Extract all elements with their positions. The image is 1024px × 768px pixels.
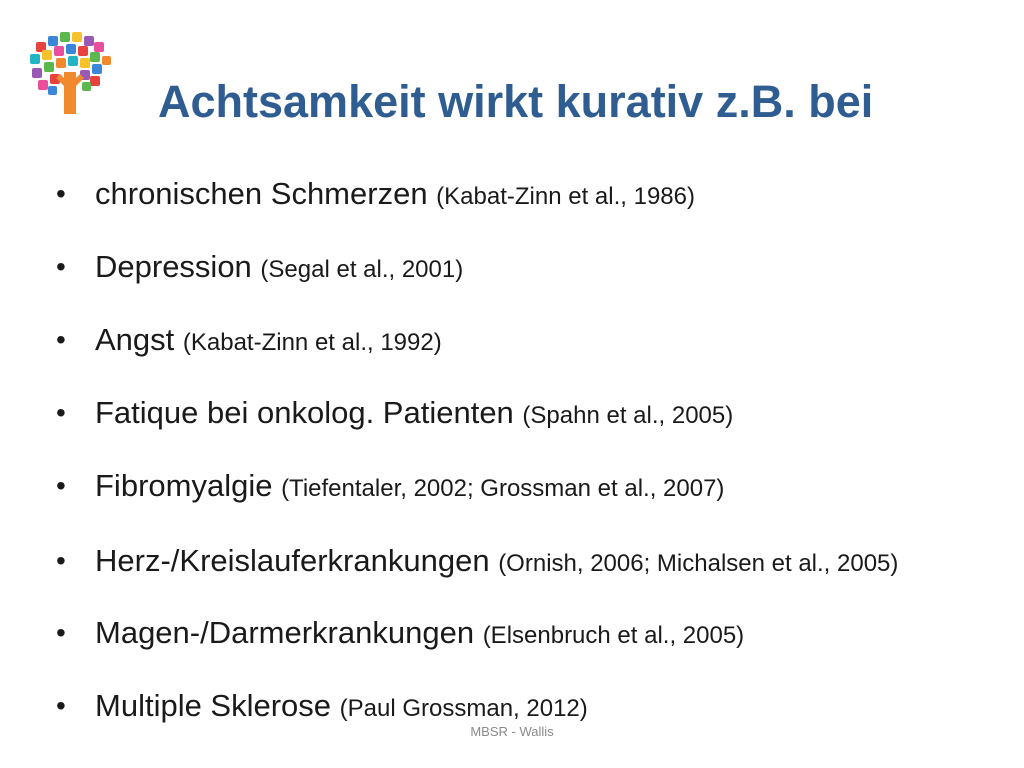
bullet-main-text: Multiple Sklerose [95, 688, 340, 723]
list-item [56, 464, 976, 513]
bullet-dot: • [56, 617, 66, 648]
slide-footer: MBSR - Wallis [470, 724, 554, 739]
bullet-dot: • [56, 324, 66, 355]
colorful-tree-logo-icon [24, 28, 116, 118]
bullet-citation: (Ornish, 2006; Michalsen et al., 2005) [498, 550, 899, 577]
bullet-main-text: Angst [95, 322, 183, 357]
bullet-main-text: Magen-/Darmerkrankungen [95, 615, 483, 650]
list-item [56, 537, 975, 591]
bullet-main-text: Fatique bei onkolog. Patienten [95, 395, 523, 430]
bullet-citation: (Elsenbruch et al., 2005) [482, 622, 745, 649]
bullet-main-text: Herz-/Kreislauferkrankungen [95, 543, 499, 578]
bullet-citation: (Spahn et al., 2005) [522, 402, 734, 429]
list-item [56, 391, 976, 440]
bullet-citation: (Segal et al., 2001) [260, 256, 464, 283]
bullet-dot: • [56, 178, 66, 209]
bullet-main-text: chronischen Schmerzen [95, 176, 437, 211]
tree-trunk [56, 72, 84, 114]
bullet-citation: (Tiefentaler, 2002; Grossman et al., 2007) [281, 475, 725, 502]
list-item [56, 318, 976, 367]
list-item [56, 245, 976, 294]
bullet-citation: (Kabat-Zinn et al., 1986) [436, 183, 695, 210]
bullet-citation: (Paul Grossman, 2012) [339, 695, 588, 722]
bullet-dot: • [56, 470, 66, 501]
bullet-main-text: Depression [95, 249, 261, 284]
list-item [56, 172, 976, 221]
bullet-dot: • [56, 690, 66, 721]
slide-title: Achtsamkeit wirkt kurativ z.B. bei [158, 76, 874, 127]
bullet-dot: • [56, 397, 66, 428]
bullet-dot: • [56, 251, 66, 282]
bullet-citation: (Kabat-Zinn et al., 1992) [182, 329, 442, 356]
list-item [56, 611, 976, 660]
bullet-list [56, 172, 976, 757]
bullet-main-text: Fibromyalgie [95, 468, 282, 503]
bullet-dot: • [56, 545, 66, 576]
